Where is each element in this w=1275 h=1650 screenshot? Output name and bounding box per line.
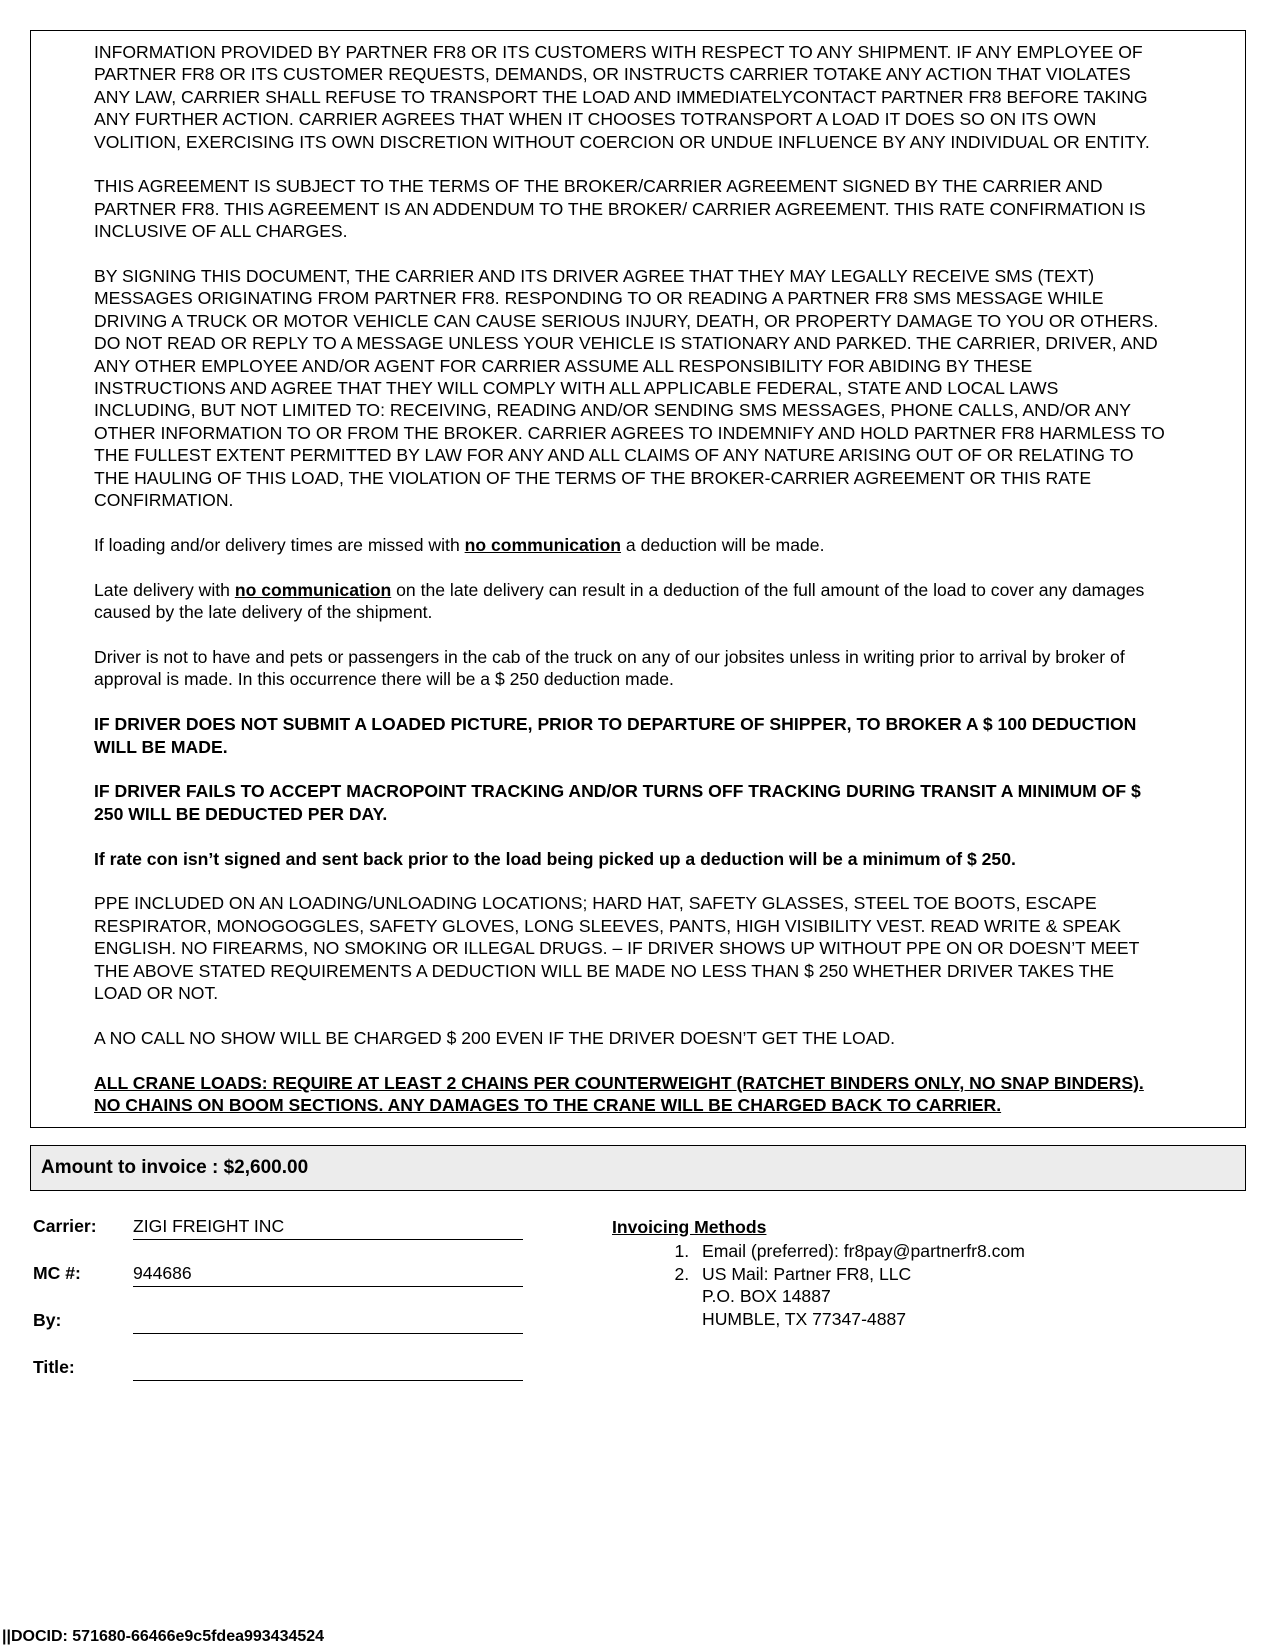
title-signature-line <box>133 1380 523 1381</box>
invoicing-methods-title: Invoicing Methods <box>612 1217 767 1237</box>
mc-signature-line <box>133 1286 523 1287</box>
title-label: Title: <box>33 1357 75 1377</box>
mc-value: 944686 <box>133 1263 192 1283</box>
no-communication-emphasis: no communication <box>234 579 392 600</box>
invoicing-methods <box>612 1216 1025 1330</box>
amount-to-invoice: Amount to invoice : $2,600.00 <box>30 1145 1246 1191</box>
title-row <box>33 1357 533 1404</box>
no-communication-emphasis: no communication <box>464 534 622 555</box>
mc-row <box>33 1263 533 1310</box>
invoicing-methods-list <box>612 1240 1025 1330</box>
invoicing-method-email: 1. Email (preferred): fr8pay@partnerfr8.com <box>694 1240 1025 1262</box>
mc-label: MC #: <box>33 1263 81 1283</box>
carrier-signature-line <box>133 1239 523 1240</box>
terms-box <box>30 30 1246 1128</box>
terms-paragraph-9: If rate con isn’t signed and sent back prior to the load being picked up a deduction will be a minimum of $ 250. <box>94 848 1016 869</box>
terms-paragraph-11: A NO CALL NO SHOW WILL BE CHARGED $ 200 EVEN IF THE DRIVER DOESN’T GET THE LOAD. <box>94 1027 896 1048</box>
carrier-row <box>33 1216 533 1263</box>
terms-paragraph-4: If loading and/or delivery times are missed with no communication a deduction will be made. <box>94 534 825 555</box>
carrier-label: Carrier: <box>33 1216 97 1236</box>
terms-paragraph-7: IF DRIVER DOES NOT SUBMIT A LOADED PICTURE, PRIOR TO DEPARTURE OF SHIPPER, TO BROKER A $ 100 DEDUCTION WILL BE MADE. <box>94 714 1137 757</box>
invoicing-method-mail: 2. US Mail: Partner FR8, LLC P.O. BOX 14887 HUMBLE, TX 77347-4887 <box>694 1263 1025 1330</box>
terms-paragraph-6: Driver is not to have and pets or passengers in the cab of the truck on any of our jobsites unless in writing prior to arrival by broker of approval is made. In this occurrence there will be a $ 250 deduction made. <box>94 646 1125 690</box>
signature-block <box>33 1216 533 1404</box>
terms-paragraph-5: Late delivery with no communication on the late delivery can result in a deduction of the full amount of the load to cover any damages caused by the late delivery of the shipment. <box>94 579 1145 623</box>
by-row <box>33 1310 533 1357</box>
terms-paragraph-12: ALL CRANE LOADS: REQUIRE AT LEAST 2 CHAINS PER COUNTERWEIGHT (RATCHET BINDERS ONLY, NO SNAP BINDERS). NO CHAINS ON BOOM SECTIONS. ANY DAMAGES TO THE CRANE WILL BE CHARGED BACK TO CARRIER. <box>94 1072 1144 1115</box>
by-signature-line <box>133 1333 523 1334</box>
by-label: By: <box>33 1310 62 1330</box>
terms-paragraph-1: INFORMATION PROVIDED BY PARTNER FR8 OR ITS CUSTOMERS WITH RESPECT TO ANY SHIPMENT. IF ANY EMPLOYEE OF PARTNER FR8 OR ITS CUSTOMER REQUESTS, DEMANDS, OR INSTRUCTS CARRIER TOTAKE ANY ACTION THAT VIOLATES ANY LAW, CARRIER SHALL REFUSE TO TRANSPORT THE LOAD AND IMMEDIATELYCONTACT PARTNER FR8 BEFORE TAKING ANY FURTHER ACTION. CARRIER AGREES THAT WHEN IT CHOOSES TOTRANSPORT A LOAD IT DOES SO ON ITS OWN VOLITION, EXERCISING ITS OWN DISCRETION WITHOUT COERCION OR UNDUE INFLUENCE BY ANY INDIVIDUAL OR ENTITY. <box>94 42 1150 152</box>
terms-text <box>94 41 1274 1116</box>
terms-paragraph-3: BY SIGNING THIS DOCUMENT, THE CARRIER AND ITS DRIVER AGREE THAT THEY MAY LEGALLY RECEIVE SMS (TEXT) MESSAGES ORIGINATING FROM PARTNER FR8. RESPONDING TO OR READING A PARTNER FR8 SMS MESSAGE WHILE DRIVING A TRUCK OR MOTOR VEHICLE CAN CAUSE SERIOUS INJURY, DEATH, OR PROPERTY DAMAGE TO YOU OR OTHERS. DO NOT READ OR REPLY TO A MESSAGE UNLESS YOUR VEHICLE IS STATIONARY AND PARKED. THE CARRIER, DRIVER, AND ANY OTHER EMPLOYEE AND/OR AGENT FOR CARRIER ASSUME ALL RESPONSIBILITY FOR ABIDING BY THESE INSTRUCTIONS AND AGREE THAT THEY WILL COMPLY WITH ALL APPLICABLE FEDERAL, STATE AND LOCAL LAWS INCLUDING, BUT NOT LIMITED TO: RECEIVING, READING AND/OR SENDING SMS MESSAGES, PHONE CALLS, AND/OR ANY OTHER INFORMATION TO OR FROM THE BROKER. CARRIER AGREES TO INDEMNIFY AND HOLD PARTNER FR8 HARMLESS TO THE FULLEST EXTENT PERMITTED BY LAW FOR ANY AND ALL CLAIMS OF ANY NATURE ARISING OUT OF OR RELATING TO THE HAULING OF THIS LOAD, THE VIOLATION OF THE TERMS OF THE BROKER-CARRIER AGREEMENT OR THIS RATE CONFIRMATION. <box>94 266 1165 511</box>
terms-paragraph-2: THIS AGREEMENT IS SUBJECT TO THE TERMS OF THE BROKER/CARRIER AGREEMENT SIGNED BY THE CARRIER AND PARTNER FR8. THIS AGREEMENT IS AN ADDENDUM TO THE BROKER/ CARRIER AGREEMENT. THIS RATE CONFIRMATION IS INCLUSIVE OF ALL CHARGES. <box>94 176 1146 242</box>
terms-paragraph-8: IF DRIVER FAILS TO ACCEPT MACROPOINT TRACKING AND/OR TURNS OFF TRACKING DURING TRANSIT A MINIMUM OF $ 250 WILL BE DEDUCTED PER DAY. <box>94 781 1141 824</box>
document-id: ||DOCID: 571680-66466e9c5fdea993434524 <box>2 1628 325 1645</box>
terms-paragraph-10: PPE INCLUDED ON AN LOADING/UNLOADING LOCATIONS; HARD HAT, SAFETY GLASSES, STEEL TOE BOOTS, ESCAPE RESPIRATOR, MONOGOGGLES, SAFETY GLOVES, LONG SLEEVES, PANTS, HIGH VISIBILITY VEST. READ WRITE & SPEAK ENGLISH. NO FIREARMS, NO SMOKING OR ILLEGAL DRUGS. – IF DRIVER SHOWS UP WITHOUT PPE ON OR DOESN’T MEET THE ABOVE STATED REQUIREMENTS A DEDUCTION WILL BE MADE NO LESS THAN $ 250 WHETHER DRIVER TAKES THE LOAD OR NOT. <box>94 893 1140 1003</box>
carrier-value: ZIGI FREIGHT INC <box>133 1216 285 1236</box>
